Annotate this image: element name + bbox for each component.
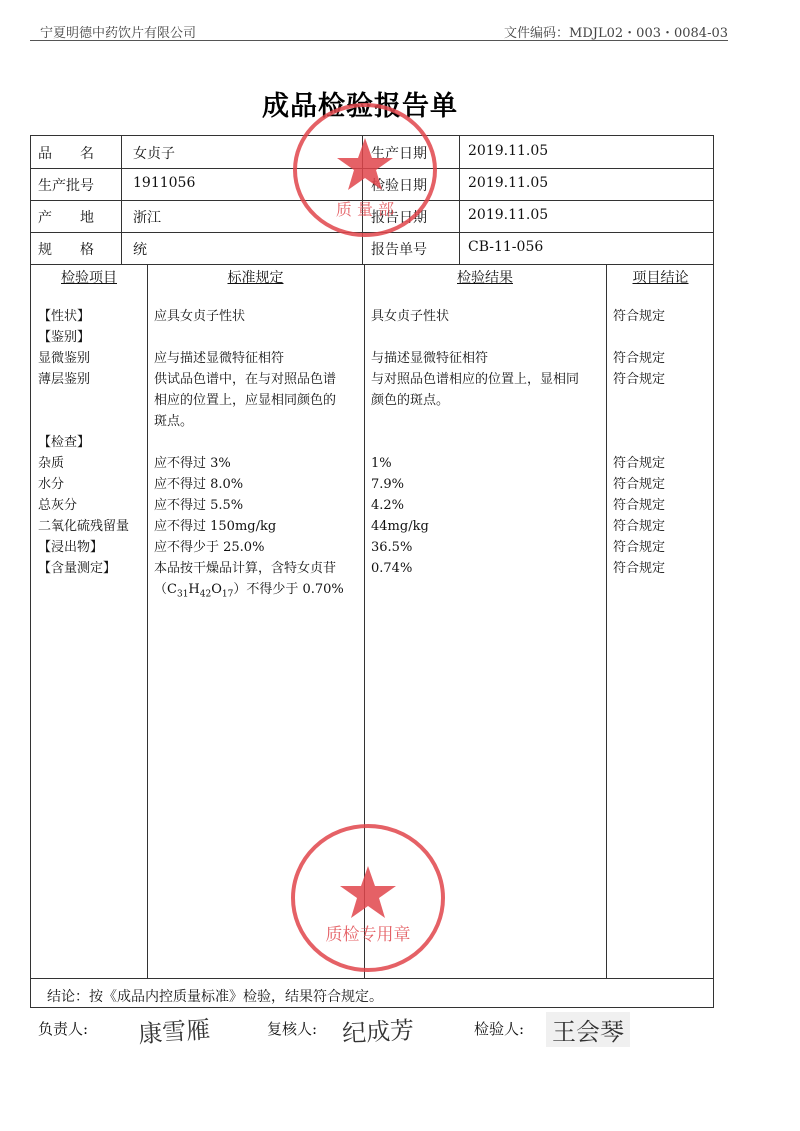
formula-o-count: 17 bbox=[221, 589, 234, 600]
table-row-result: 4.2% bbox=[371, 498, 405, 513]
formula-o: O bbox=[211, 582, 222, 597]
column-header-standard: 标准规定 bbox=[227, 270, 284, 286]
name-label: 品 名 bbox=[38, 146, 94, 162]
origin-value: 浙江 bbox=[133, 210, 161, 226]
header-company: 宁夏明德中药饮片有限公司 bbox=[40, 26, 197, 41]
table-row-standard: 供试品色谱中，在与对照品色谱 bbox=[154, 372, 337, 387]
table-row-standard: 应不得过 150mg/kg bbox=[154, 519, 277, 534]
batch-value: 1911056 bbox=[133, 175, 196, 191]
svg-text:质 量 部: 质 量 部 bbox=[335, 200, 395, 219]
report-number-value: CB-11-056 bbox=[468, 239, 544, 255]
table-row-result: 7.9% bbox=[371, 477, 405, 492]
table-row-conclusion: 符合规定 bbox=[613, 372, 666, 387]
table-row-standard: 应与描述显微特征相符 bbox=[154, 351, 285, 366]
conclusion-text: 结论：按《成品内控质量标准》检验，结果符合规定。 bbox=[47, 989, 383, 1005]
formula-c: C bbox=[167, 582, 177, 597]
production-date-label: 生产日期 bbox=[371, 146, 427, 162]
grid-line bbox=[31, 264, 713, 265]
formula-h-count: 42 bbox=[199, 589, 212, 600]
table-row-result: 与对照品色谱相应的位置上，显相同 bbox=[371, 372, 580, 387]
table-row-item: 【鉴别】 bbox=[38, 330, 91, 345]
table-row-item: 总灰分 bbox=[38, 498, 78, 513]
table-row-item: 水分 bbox=[38, 477, 65, 492]
table-row-conclusion: 符合规定 bbox=[613, 498, 666, 513]
grid-line bbox=[606, 264, 607, 978]
table-row-result: 颜色的斑点。 bbox=[371, 393, 450, 408]
column-header-item: 检验项目 bbox=[61, 270, 117, 286]
header-doc-number: 文件编码：MDJL02・003・0084-03 bbox=[504, 26, 728, 41]
column-header-conclusion: 项目结论 bbox=[632, 270, 689, 286]
table-row-result: 具女贞子性状 bbox=[371, 309, 450, 324]
table-row-item: 【浸出物】 bbox=[38, 540, 104, 555]
table-row-result: 36.5% bbox=[371, 540, 413, 555]
table-row-item: 【含量测定】 bbox=[38, 561, 117, 576]
qc-seal-stamp bbox=[288, 818, 448, 978]
table-row-conclusion: 符合规定 bbox=[613, 477, 666, 492]
table-row-conclusion: 符合规定 bbox=[613, 309, 666, 324]
table-row-conclusion: 符合规定 bbox=[613, 351, 666, 366]
quality-department-stamp bbox=[290, 100, 440, 240]
column-header-result: 检验结果 bbox=[457, 270, 513, 286]
formula-h: H bbox=[188, 582, 200, 597]
table-row-conclusion: 符合规定 bbox=[613, 540, 666, 555]
name-value: 女贞子 bbox=[133, 146, 175, 162]
svg-text:质检专用章: 质检专用章 bbox=[325, 925, 411, 945]
table-row-standard: 相应的位置上，应显相同颜色的 bbox=[154, 393, 337, 408]
table-row-standard: 斑点。 bbox=[154, 414, 194, 429]
responsible-label: 负责人: bbox=[38, 1020, 89, 1038]
table-row-standard: 应不得过 5.5% bbox=[154, 498, 244, 513]
table-row-result: 44mg/kg bbox=[371, 519, 429, 534]
batch-label: 生产批号 bbox=[38, 178, 94, 194]
table-row-standard: 应具女贞子性状 bbox=[154, 309, 246, 324]
table-row-standard: 应不得过 8.0% bbox=[154, 477, 244, 492]
test-date-value: 2019.11.05 bbox=[468, 175, 549, 191]
grid-line bbox=[147, 264, 148, 978]
reviewer-label: 复核人: bbox=[267, 1020, 318, 1038]
spec-value: 统 bbox=[133, 242, 147, 258]
report-date-value: 2019.11.05 bbox=[468, 207, 549, 223]
report-title: 成品检验报告单 bbox=[262, 91, 458, 122]
table-row-standard: 应不得少于 25.0% bbox=[154, 540, 265, 555]
formula-c-count: 31 bbox=[176, 589, 189, 600]
table-row-conclusion: 符合规定 bbox=[613, 561, 666, 576]
table-row-item: 显微鉴别 bbox=[38, 351, 91, 366]
test-date-label: 检验日期 bbox=[371, 178, 427, 194]
grid-line bbox=[459, 136, 460, 264]
inspector-signature: 王会琴 bbox=[546, 1012, 630, 1047]
spec-label: 规 格 bbox=[38, 242, 94, 258]
table-row-item: 二氧化硫残留量 bbox=[38, 519, 130, 534]
formula-suffix: ）不得少于 0.70% bbox=[233, 582, 344, 597]
table-row-item: 【性状】 bbox=[38, 309, 91, 324]
table-row-conclusion: 符合规定 bbox=[613, 519, 666, 534]
reviewer-signature: 纪成芳 bbox=[341, 1016, 415, 1048]
table-row-item: 薄层鉴别 bbox=[38, 372, 91, 387]
table-row-result: 0.74% bbox=[371, 561, 413, 576]
header-divider bbox=[30, 40, 728, 41]
production-date-value: 2019.11.05 bbox=[468, 143, 549, 159]
report-number-label: 报告单号 bbox=[371, 242, 427, 258]
table-row-result: 1% bbox=[371, 456, 392, 471]
table-row-standard: 本品按干燥品计算，含特女贞苷 bbox=[154, 561, 337, 576]
formula-line: $(C_{31}H_{42}O_{17})$不得少于 0.70% bbox=[154, 582, 344, 600]
grid-line bbox=[121, 136, 122, 264]
origin-label: 产 地 bbox=[38, 210, 94, 226]
report-date-label: 报告日期 bbox=[371, 210, 427, 226]
table-row-conclusion: 符合规定 bbox=[613, 456, 666, 471]
table-row-result: 与描述显微特征相符 bbox=[371, 351, 489, 366]
responsible-signature: 康雪雁 bbox=[137, 1015, 212, 1049]
inspector-label: 检验人: bbox=[474, 1020, 525, 1038]
grid-line bbox=[31, 978, 713, 979]
table-row-standard: 应不得过 3% bbox=[154, 456, 231, 471]
table-row-item: 【检查】 bbox=[38, 435, 91, 450]
table-row-item: 杂质 bbox=[38, 456, 65, 471]
